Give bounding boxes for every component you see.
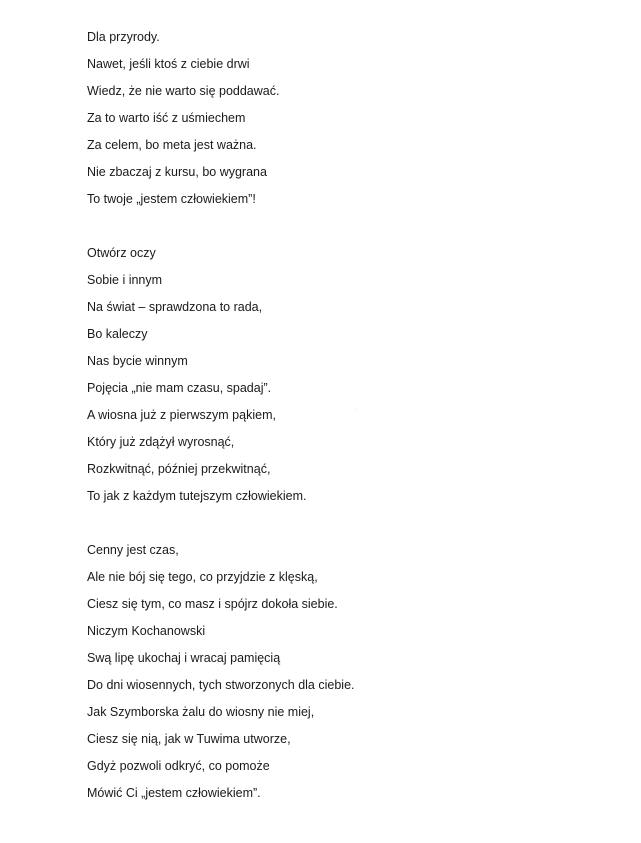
poem-line: Dla przyrody. (87, 30, 160, 44)
poem-line: Sobie i innym (87, 273, 163, 287)
poem-line: Wiedz, że nie warto się poddawać. (87, 84, 280, 98)
poem-line: Rozkwitnąć, później przekwitnąć, (87, 462, 271, 476)
poem-line: Niczym Kochanowski (87, 624, 206, 638)
poem-line: Ale nie bój się tego, co przyjdzie z klęską, (87, 570, 318, 584)
poem-line: Otwórz oczy (87, 246, 156, 260)
poem-line: Ciesz się tym, co masz i spójrz dokoła siebie. (87, 597, 338, 611)
poem-line: Bo kaleczy (87, 327, 148, 341)
poem-line: Nie zbaczaj z kursu, bo wygrana (87, 165, 267, 179)
poem-line: Za celem, bo meta jest ważna. (87, 138, 257, 152)
poem-line: Do dni wiosennych, tych stworzonych dla ciebie. (87, 678, 355, 692)
poem-line: Gdyż pozwoli odkryć, co pomoże (87, 759, 270, 773)
poem-line: Ciesz się nią, jak w Tuwima utworze, (87, 732, 291, 746)
poem-line: To twoje „jestem człowiekiem”! (87, 192, 256, 206)
poem-line: Za to warto iść z uśmiechem (87, 111, 246, 125)
poem-line: Pojęcia „nie mam czasu, spadaj”. (87, 381, 272, 395)
poem-line: Jak Szymborska żalu do wiosny nie miej, (87, 705, 315, 719)
poem-line: Nas bycie winnym (87, 354, 188, 368)
poem-line: To jak z każdym tutejszym człowiekiem. (87, 489, 307, 503)
poem-line: Nawet, jeśli ktoś z ciebie drwi (87, 57, 250, 71)
poem-line: Który już zdążył wyrosnąć, (87, 435, 235, 449)
poem-line: Na świat – sprawdzona to rada, (87, 300, 263, 314)
scan-speck: · (355, 407, 357, 413)
poem-line: Swą lipę ukochaj i wracaj pamięcią (87, 651, 281, 665)
poem-line: A wiosna już z pierwszym pąkiem, (87, 408, 276, 422)
poem-line: Mówić Ci „jestem człowiekiem”. (87, 786, 261, 800)
poem-line: Cenny jest czas, (87, 543, 179, 557)
